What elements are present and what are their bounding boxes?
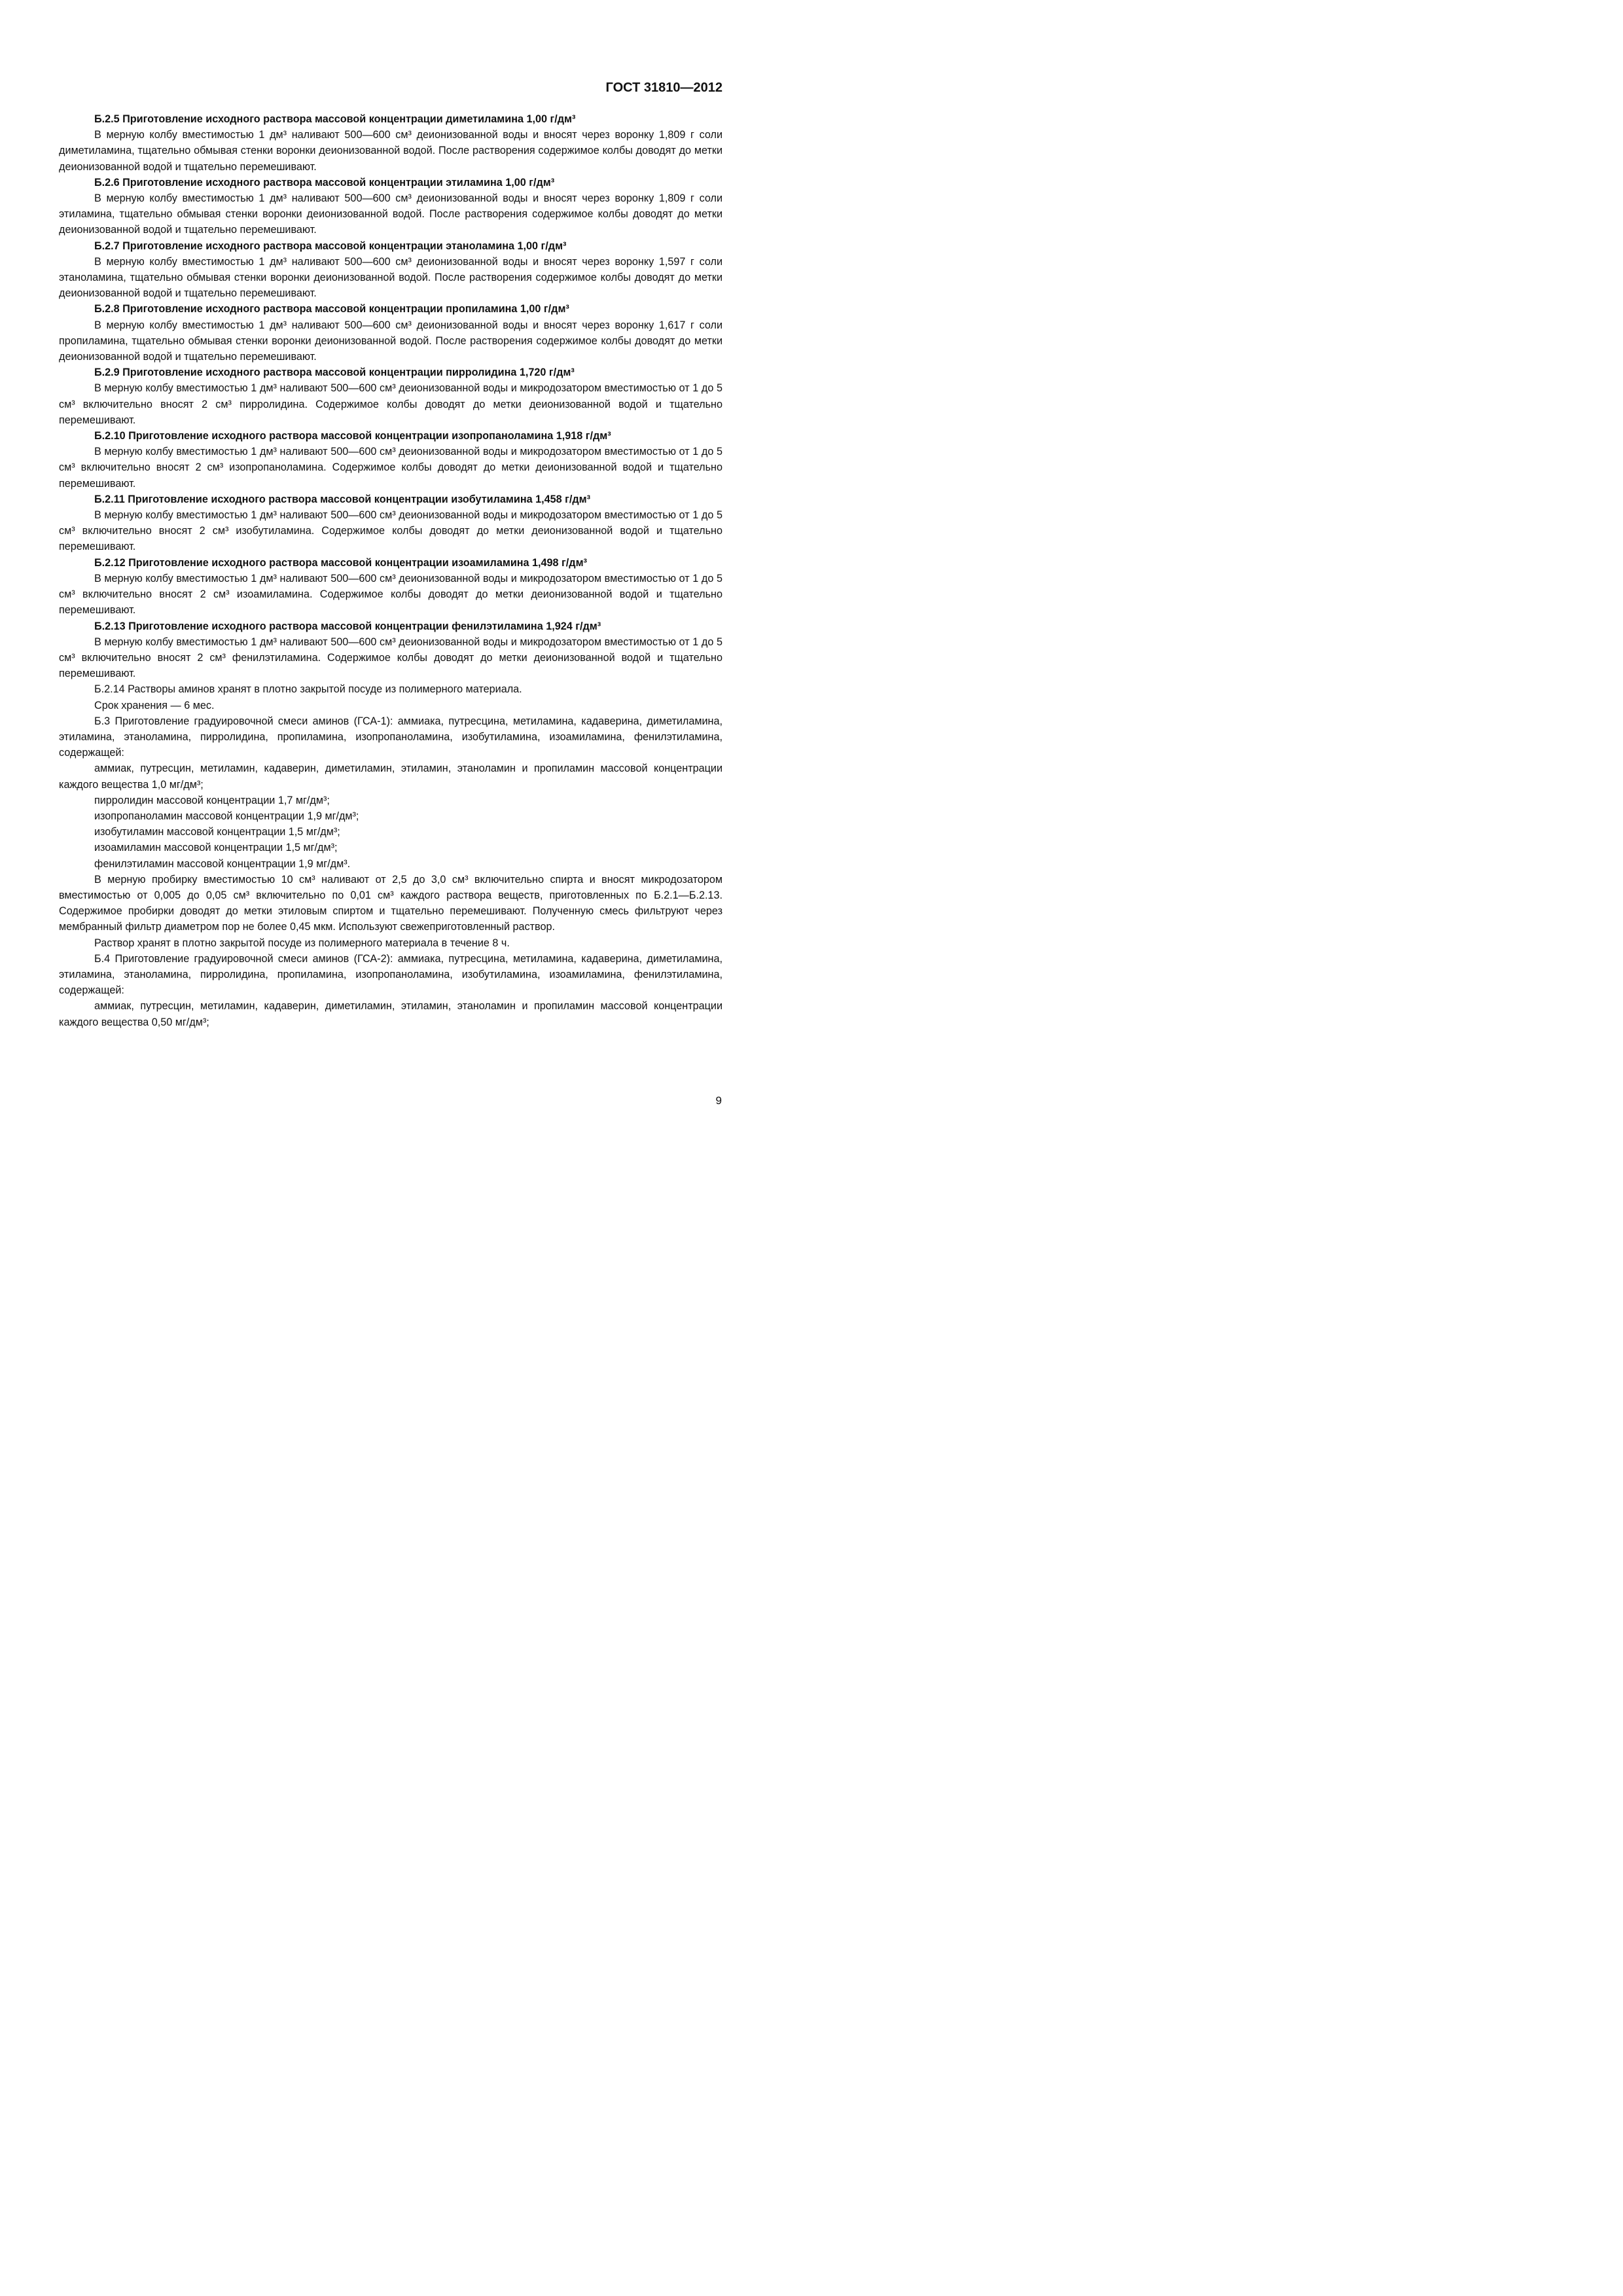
paragraph-gsa1-procedure: В мерную пробирку вместимостью 10 см³ наливают от 2,5 до 3,0 см³ включительно спирта и вносят микродозатором вместимостью от 0,005 до 0,05 см³ включительно по 0,01 см³ каждого раствора веществ, приготовленных по Б.2.1—Б.2.13. Содержимое пробирки доводят до метки этиловым спиртом и тщательно перемешивают. Полученную смесь фильтруют через мембранный фильтр диаметром пор не более 0,45 мкм. Используют свежеприготовленный раствор.	[59, 873, 722, 933]
paragraph-gsa1-main-amines: аммиак, путресцин, метиламин, кадаверин, диметиламин, этиламин, этаноламин и пропиламин массовой концентрации каждого вещества 1,0 мг/дм³;	[59, 762, 722, 791]
heading-b-2-5: Б.2.5 Приготовление исходного раствора массовой концентрации диметиламина 1,00 г/дм³	[94, 113, 576, 125]
list-item-isopropanolamine: изопропаноламин массовой концентрации 1,9 мг/дм³;	[94, 810, 359, 822]
paragraph-b-2-8: В мерную колбу вместимостью 1 дм³ наливают 500—600 см³ деионизованной воды и вносят через воронку 1,617 г соли пропиламина, тщательно обмывая стенки воронки деионизованной водой. После растворения содержимое колбы доводят до метки деионизованной водой и тщательно перемешивают.	[59, 319, 722, 363]
document-body	[59, 111, 722, 1030]
paragraph-b-2-7: В мерную колбу вместимостью 1 дм³ наливают 500—600 см³ деионизованной воды и вносят через воронку 1,597 г соли этаноламина, тщательно обмывая стенки воронки деионизованной водой. После растворения содержимое колбы доводят до метки деионизованной водой и тщательно перемешивают.	[59, 255, 722, 300]
paragraph-gsa1-storage: Раствор хранят в плотно закрытой посуде из полимерного материала в течение 8 ч.	[94, 937, 510, 949]
paragraph-b-3: Б.3 Приготовление градуировочной смеси аминов (ГСА-1): аммиака, путресцина, метиламина, кадаверина, диметиламина, этиламина, этаноламина, пирролидина, пропиламина, изопропаноламина, изобутиламина, изоамиламина, фенилэтиламина, содержащей:	[59, 715, 722, 759]
paragraph-b-2-10: В мерную колбу вместимостью 1 дм³ наливают 500—600 см³ деионизованной воды и микродозатором вместимостью от 1 до 5 см³ включительно вносят 2 см³ изопропаноламина. Содержимое колбы доводят до метки деионизованной водой и тщательно перемешивают.	[59, 446, 722, 490]
document-code: ГОСТ 31810—2012	[605, 81, 722, 95]
list-item-isoamylamine: изоамиламин массовой концентрации 1,5 мг/дм³;	[94, 842, 338, 854]
heading-b-2-8: Б.2.8 Приготовление исходного раствора массовой концентрации пропиламина 1,00 г/дм³	[94, 303, 569, 315]
heading-b-2-6: Б.2.6 Приготовление исходного раствора массовой концентрации этиламина 1,00 г/дм³	[94, 176, 555, 188]
heading-b-2-13: Б.2.13 Приготовление исходного раствора массовой концентрации фенилэтиламина 1,924 г/дм³	[94, 620, 601, 632]
heading-b-2-10: Б.2.10 Приготовление исходного раствора массовой концентрации изопропаноламина 1,918 г/дм³	[94, 430, 611, 442]
paragraph-gsa2-main-amines: аммиак, путресцин, метиламин, кадаверин, диметиламин, этиламин, этаноламин и пропиламин массовой концентрации каждого вещества 0,50 мг/дм³;	[59, 1000, 722, 1028]
heading-b-2-7: Б.2.7 Приготовление исходного раствора массовой концентрации этаноламина 1,00 г/дм³	[94, 240, 567, 252]
paragraph-b-2-5: В мерную колбу вместимостью 1 дм³ наливают 500—600 см³ деионизованной воды и вносят через воронку 1,809 г соли диметиламина, тщательно обмывая стенки воронки деионизованной водой. После растворения содержимое колбы доводят до метки деионизованной водой и тщательно перемешивают.	[59, 129, 722, 173]
paragraph-b-2-11: В мерную колбу вместимостью 1 дм³ наливают 500—600 см³ деионизованной воды и микродозатором вместимостью от 1 до 5 см³ включительно вносят 2 см³ изобутиламина. Содержимое колбы доводят до метки деионизованной водой и тщательно перемешивают.	[59, 509, 722, 553]
heading-b-2-12: Б.2.12 Приготовление исходного раствора массовой концентрации изоамиламина 1,498 г/дм³	[94, 556, 587, 569]
paragraph-b-2-14: Б.2.14 Растворы аминов хранят в плотно закрытой посуде из полимерного материала.	[94, 683, 522, 696]
page-number: 9	[715, 1094, 722, 1107]
paragraph-b-4: Б.4 Приготовление градуировочной смеси аминов (ГСА-2): аммиака, путресцина, метиламина, кадаверина, диметиламина, этиламина, этаноламина, пирролидина, пропиламина, изопропаноламина, изобутиламина, изоамиламина, фенилэтиламина, содержащей:	[59, 952, 722, 997]
paragraph-storage-term: Срок хранения — 6 мес.	[94, 699, 215, 711]
paragraph-b-2-13: В мерную колбу вместимостью 1 дм³ наливают 500—600 см³ деионизованной воды и микродозатором вместимостью от 1 до 5 см³ включительно вносят 2 см³ фенилэтиламина. Содержимое колбы доводят до метки деионизованной водой и тщательно перемешивают.	[59, 636, 722, 680]
list-item-phenylethylamine: фенилэтиламин массовой концентрации 1,9 мг/дм³.	[94, 857, 351, 870]
list-item-pyrrolidine: пирролидин массовой концентрации 1,7 мг/дм³;	[94, 794, 330, 806]
paragraph-b-2-9: В мерную колбу вместимостью 1 дм³ наливают 500—600 см³ деионизованной воды и микродозатором вместимостью от 1 до 5 см³ включительно вносят 2 см³ пирролидина. Содержимое колбы доводят до метки деионизованной водой и тщательно перемешивают.	[59, 382, 722, 426]
list-item-isobutylamine: изобутиламин массовой концентрации 1,5 мг/дм³;	[94, 826, 340, 838]
paragraph-b-2-6: В мерную колбу вместимостью 1 дм³ наливают 500—600 см³ деионизованной воды и вносят через воронку 1,809 г соли этиламина, тщательно обмывая стенки воронки деионизованной водой. После растворения содержимое колбы доводят до метки деионизованной водой и тщательно перемешивают.	[59, 192, 722, 236]
heading-b-2-9: Б.2.9 Приготовление исходного раствора массовой концентрации пирролидина 1,720 г/дм³	[94, 367, 575, 379]
paragraph-b-2-12: В мерную колбу вместимостью 1 дм³ наливают 500—600 см³ деионизованной воды и микродозатором вместимостью от 1 до 5 см³ включительно вносят 2 см³ изоамиламина. Содержимое колбы доводят до метки деионизованной водой и тщательно перемешивают.	[59, 572, 722, 617]
heading-b-2-11: Б.2.11 Приготовление исходного раствора массовой концентрации изобутиламина 1,458 г/дм³	[94, 493, 590, 505]
